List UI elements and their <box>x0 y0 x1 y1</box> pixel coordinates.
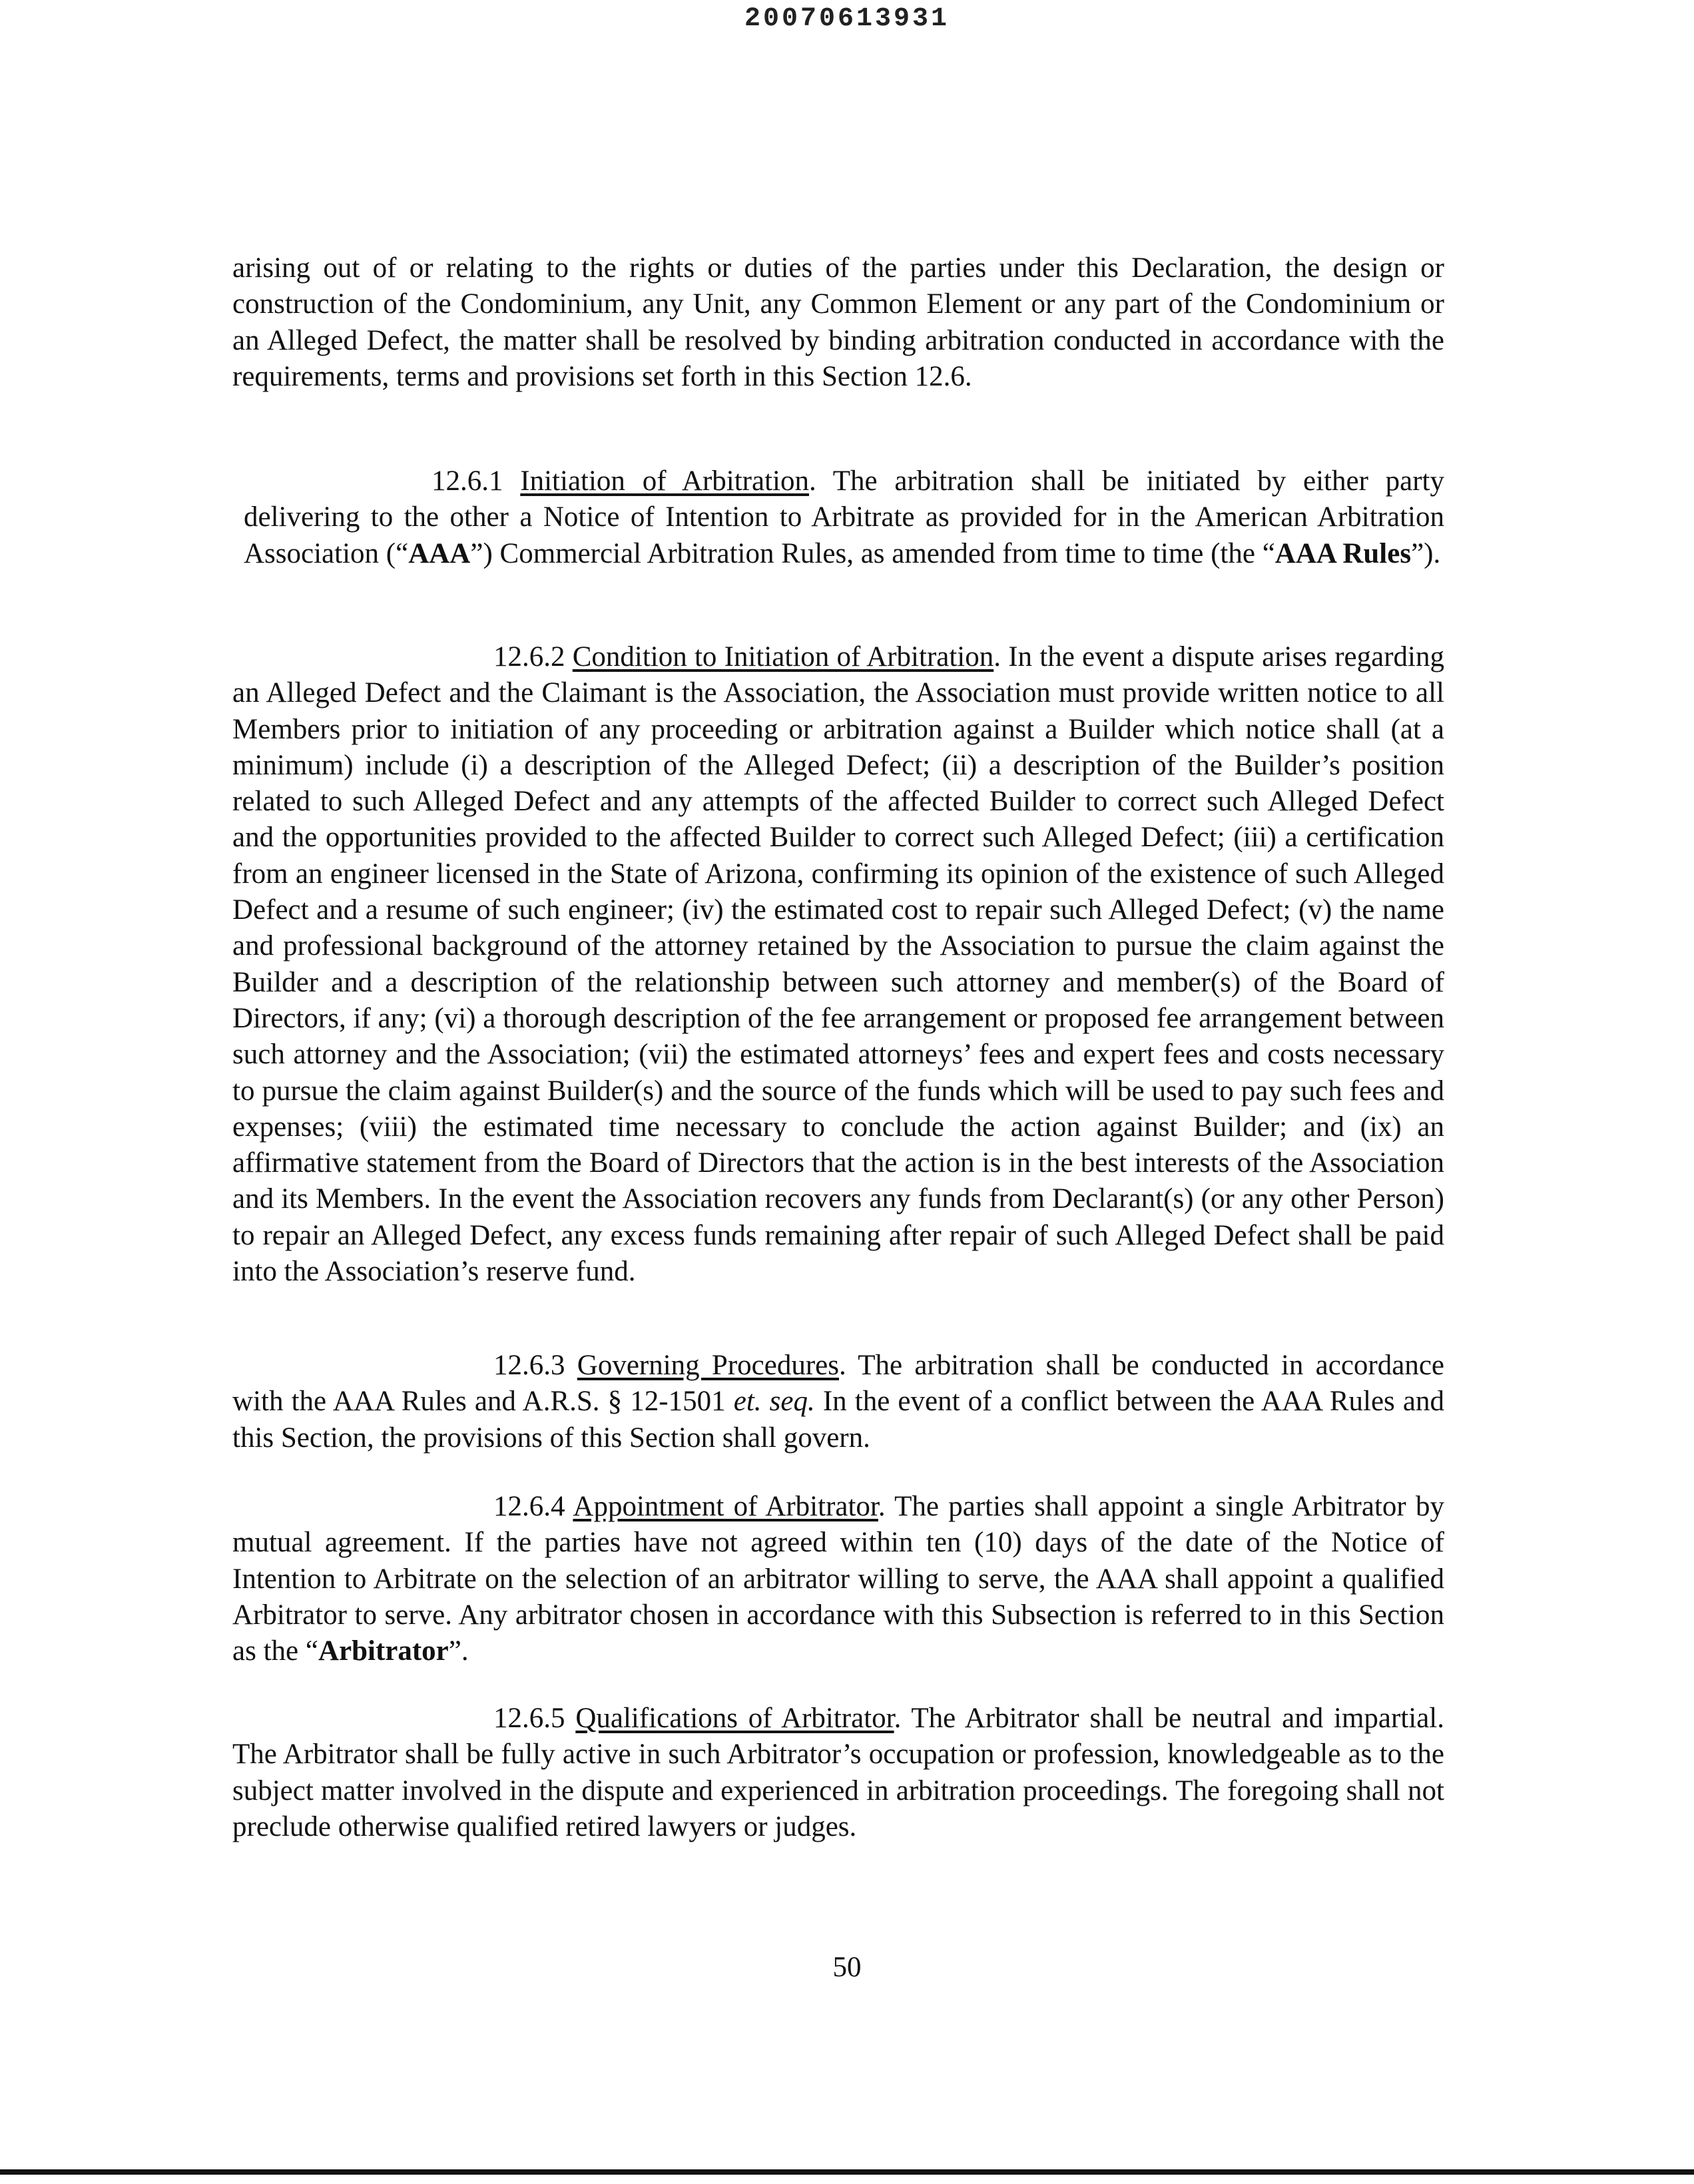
section-12-6-1 <box>244 463 1444 572</box>
section-12-6-3 <box>232 1348 1444 1456</box>
scan-edge-line <box>0 2169 1694 2175</box>
section-heading: Governing Procedures <box>577 1350 839 1381</box>
paragraph-text: arising out of or relating to the rights or duties of the parties under this Declaration, the design or construction of the Condominium, any Unit, any Common Element or any part of the Condominium or an Alleged Defect, the matter shall be resolved by binding arbitration conducted in accordance with the requirements, terms and provisions set forth in this Section 12.6. <box>232 252 1444 392</box>
section-text: . The arbitration shall be conducted in accordance with the AAA Rules and A.R.S. § 12-1501 <box>232 1350 1445 1418</box>
section-text: ”) Commercial Arbitration Rules, as amended from time to time (the “ <box>470 537 1275 569</box>
section-number: 12.6.4 <box>493 1491 565 1522</box>
defined-term: AAA <box>408 537 471 569</box>
section-text: ”). <box>1411 537 1441 569</box>
section-number: 12.6.2 <box>493 641 565 673</box>
defined-term: AAA Rules <box>1274 537 1412 569</box>
paragraph-continuation <box>232 250 1444 395</box>
section-text: . The Arbitrator shall be neutral and impartial. The Arbitrator shall be fully active in such Arbitrator’s occupation or profession, knowledgeable as to the subject matter involved in the dispute and experienced in arbitration proceedings. The foregoing shall not preclude otherwise qualified retired lawyers or judges. <box>232 1703 1444 1842</box>
document-id: 20070613931 <box>744 4 950 34</box>
section-heading: Appointment of Arbitrator <box>573 1491 878 1522</box>
section-number: 12.6.1 <box>431 465 503 497</box>
defined-term: Arbitrator <box>318 1635 449 1667</box>
citation-italic: et. seq. <box>733 1386 815 1418</box>
section-12-6-2 <box>232 639 1444 1290</box>
section-text: . The parties shall appoint a single Arbitrator by mutual agreement. If the parties have not agreed within ten (10) days of the date of the Notice of Intention to Arbitrate on the selection of an arbitrator willing to serve, the AAA shall appoint a qualified Arbitrator to serve. Any arbitrator chosen in accordance with this Subsection is referred to in this Section as the “ <box>232 1491 1444 1667</box>
section-heading: Condition to Initiation of Arbitration <box>572 641 994 673</box>
section-text: ”. <box>448 1635 469 1667</box>
section-number: 12.6.5 <box>493 1703 565 1734</box>
section-text: . In the event a dispute arises regarding an Alleged Defect and the Claimant is the Association, the Association must provide written notice to all Members prior to initiation of any proceeding or arbitration against a Builder which notice shall (at a minimum) include (i) a description of the Alleged Defect; (ii) a description of the Builder’s position related to such Alleged Defect and any attempts of the affected Builder to correct such Alleged Defect and the opportunities provided to the affected Builder to correct such Alleged Defect; (iii) a certification from an engineer licensed in the State of Arizona, confirming its opinion of the existence of such Alleged Defect and a resume of such engineer; (iv) the estimated cost to repair such Alleged Defect; (v) the name and professional background of the attorney retained by the Association to pursue the claim against the Builder and a description of the relationship between such attorney and member(s) of the Board of Directors, if any; (vi) a thorough description of the fee arrangement or proposed fee arrangement between such attorney and the Association; (vii) the estimated attorneys’ fees and expert fees and costs necessary to pursue the claim against Builder(s) and the source of the funds which will be used to pay such fees and expenses; (viii) the estimated time necessary to conclude the action against Builder; and (ix) an affirmative statement from the Board of Directors that the action is in the best interests of the Association and its Members. In the event the Association recovers any funds from Declarant(s) (or any other Person) to repair an Alleged Defect, any excess funds remaining after repair of such Alleged Defect shall be paid into the Association’s reserve fund. <box>232 641 1444 1288</box>
section-text: . The arbitration shall be initiated by either party delivering to the other a Notice of Intention to Arbitrate as provided for in the American Arbitration Association (“ <box>244 465 1445 569</box>
page-number: 50 <box>832 1952 862 1983</box>
section-heading: Initiation of Arbitration <box>520 465 809 497</box>
section-text: In the event of a conflict between the AAA Rules and this Section, the provisions of this Section shall govern. <box>232 1386 1444 1454</box>
section-12-6-5 <box>232 1701 1444 1845</box>
section-heading: Qualifications of Arbitrator <box>575 1703 894 1734</box>
section-12-6-4 <box>232 1489 1444 1669</box>
section-number: 12.6.3 <box>493 1350 565 1381</box>
